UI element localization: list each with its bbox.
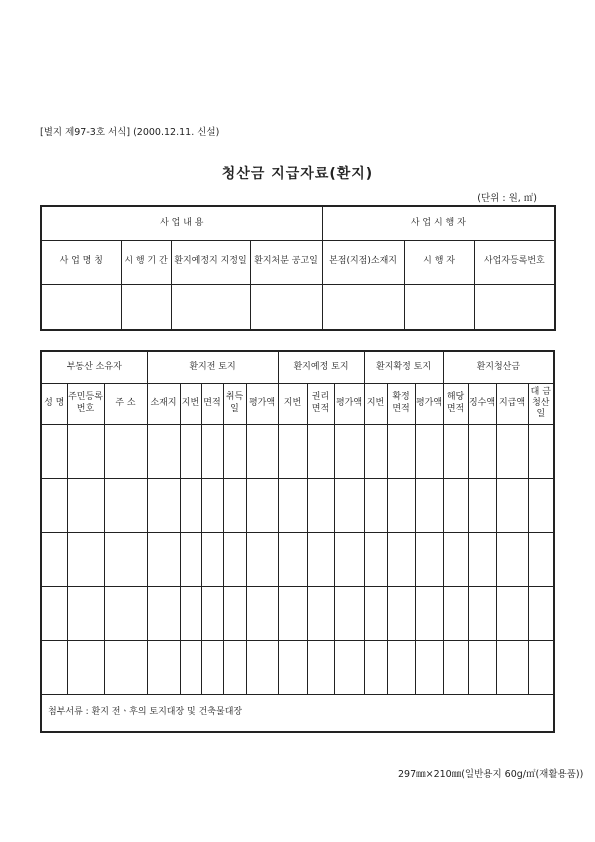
- input-cell[interactable]: [387, 478, 415, 532]
- col-address: 주 소: [104, 383, 147, 424]
- input-cell[interactable]: [201, 532, 223, 586]
- input-cell[interactable]: [468, 532, 496, 586]
- input-cell[interactable]: [443, 478, 468, 532]
- input-cell[interactable]: [171, 284, 250, 330]
- input-cell[interactable]: [307, 532, 334, 586]
- input-cell[interactable]: [334, 532, 364, 586]
- input-cell[interactable]: [278, 424, 307, 478]
- unit-note: (단위 : 원, ㎡): [477, 193, 537, 204]
- input-cell[interactable]: [474, 284, 555, 330]
- input-cell[interactable]: [121, 284, 171, 330]
- input-cell[interactable]: [468, 640, 496, 694]
- input-cell[interactable]: [147, 478, 180, 532]
- col-name: 성 명: [41, 383, 67, 424]
- input-cell[interactable]: [278, 532, 307, 586]
- input-cell[interactable]: [41, 586, 67, 640]
- input-cell[interactable]: [334, 586, 364, 640]
- input-cell[interactable]: [223, 586, 246, 640]
- input-cell[interactable]: [528, 532, 554, 586]
- col-executor: 시 행 자: [404, 240, 474, 284]
- input-cell[interactable]: [278, 640, 307, 694]
- input-cell[interactable]: [104, 532, 147, 586]
- col-period: 시 행 기 간: [121, 240, 171, 284]
- input-cell[interactable]: [334, 640, 364, 694]
- input-cell[interactable]: [223, 532, 246, 586]
- input-cell[interactable]: [415, 640, 443, 694]
- col-collection-amount: 징수액: [468, 383, 496, 424]
- input-cell[interactable]: [528, 640, 554, 694]
- input-cell[interactable]: [415, 424, 443, 478]
- input-cell[interactable]: [364, 640, 387, 694]
- input-cell[interactable]: [180, 424, 201, 478]
- input-cell[interactable]: [443, 640, 468, 694]
- input-cell[interactable]: [41, 478, 67, 532]
- input-cell[interactable]: [468, 478, 496, 532]
- paper-spec: 297㎜×210㎜(일반용지 60g/㎡(재활용품)): [398, 769, 584, 780]
- input-cell[interactable]: [246, 478, 278, 532]
- col-business-name: 사 업 명 칭: [41, 240, 121, 284]
- input-cell[interactable]: [223, 478, 246, 532]
- input-cell[interactable]: [180, 586, 201, 640]
- input-cell[interactable]: [41, 532, 67, 586]
- input-cell[interactable]: [307, 478, 334, 532]
- input-cell[interactable]: [443, 424, 468, 478]
- header-settlement: 환지청산금: [443, 351, 554, 383]
- col-office-location: 본점(지점)소재지: [322, 240, 404, 284]
- input-cell[interactable]: [364, 586, 387, 640]
- payment-data-table: [40, 350, 555, 733]
- attachment-note: 첨부서류 : 환지 전ㆍ후의 토지대장 및 건축물대장: [41, 694, 554, 732]
- input-cell[interactable]: [496, 424, 528, 478]
- input-cell[interactable]: [67, 586, 104, 640]
- input-cell[interactable]: [246, 640, 278, 694]
- input-cell[interactable]: [322, 284, 404, 330]
- table-row: [41, 586, 554, 640]
- col-location: 소재지: [147, 383, 180, 424]
- col-lot-number: 지번: [364, 383, 387, 424]
- input-cell[interactable]: [223, 640, 246, 694]
- input-cell[interactable]: [387, 532, 415, 586]
- input-cell[interactable]: [307, 586, 334, 640]
- col-payment-amount: 지급액: [496, 383, 528, 424]
- input-cell[interactable]: [41, 424, 67, 478]
- input-cell[interactable]: [104, 424, 147, 478]
- table-row: [41, 532, 554, 586]
- input-cell[interactable]: [528, 586, 554, 640]
- col-applicable-area: 해당 면적: [443, 383, 468, 424]
- form-reference: [별지 제97-3호 서식] (2000.12.11. 신설): [40, 127, 220, 138]
- input-cell[interactable]: [334, 478, 364, 532]
- col-lot-number: 지번: [278, 383, 307, 424]
- table-row: [41, 640, 554, 694]
- input-cell[interactable]: [201, 424, 223, 478]
- input-cell[interactable]: [147, 640, 180, 694]
- input-cell[interactable]: [278, 478, 307, 532]
- input-cell[interactable]: [307, 424, 334, 478]
- col-registration-number: 사업자등록번호: [474, 240, 555, 284]
- input-cell[interactable]: [250, 284, 322, 330]
- table-row: [41, 424, 554, 478]
- input-cell[interactable]: [415, 532, 443, 586]
- col-appraisal: 평가액: [334, 383, 364, 424]
- input-cell[interactable]: [387, 640, 415, 694]
- input-cell[interactable]: [41, 284, 121, 330]
- input-cell[interactable]: [528, 424, 554, 478]
- input-cell[interactable]: [180, 640, 201, 694]
- input-cell[interactable]: [180, 478, 201, 532]
- input-cell[interactable]: [468, 424, 496, 478]
- input-cell[interactable]: [41, 640, 67, 694]
- input-cell[interactable]: [147, 586, 180, 640]
- page-title: 청산금 지급자료(환지): [221, 166, 374, 182]
- input-cell[interactable]: [104, 640, 147, 694]
- input-cell[interactable]: [223, 424, 246, 478]
- input-cell[interactable]: [387, 586, 415, 640]
- input-cell[interactable]: [496, 640, 528, 694]
- input-cell[interactable]: [496, 532, 528, 586]
- input-cell[interactable]: [67, 478, 104, 532]
- col-announcement-date: 환지처분 공고일: [250, 240, 322, 284]
- input-cell[interactable]: [201, 586, 223, 640]
- input-cell[interactable]: [443, 586, 468, 640]
- input-cell[interactable]: [468, 586, 496, 640]
- col-lot-number: 지번: [180, 383, 201, 424]
- input-cell[interactable]: [67, 532, 104, 586]
- table-row: [41, 284, 555, 330]
- input-cell[interactable]: [147, 424, 180, 478]
- col-appraisal: 평가액: [415, 383, 443, 424]
- col-confirmed-area: 확정 면적: [387, 383, 415, 424]
- input-cell[interactable]: [201, 478, 223, 532]
- col-designation-date: 환지예정지 지정일: [171, 240, 250, 284]
- business-info-table: [40, 205, 556, 331]
- input-cell[interactable]: [443, 532, 468, 586]
- input-cell[interactable]: [246, 586, 278, 640]
- input-cell[interactable]: [364, 478, 387, 532]
- input-cell[interactable]: [528, 478, 554, 532]
- col-resident-number: 주민등록 번호: [67, 383, 104, 424]
- col-right-area: 권리 면적: [307, 383, 334, 424]
- header-land-before: 환지전 토지: [147, 351, 278, 383]
- input-cell[interactable]: [387, 424, 415, 478]
- col-appraisal: 평가액: [246, 383, 278, 424]
- header-business-content: 사 업 내 용: [41, 206, 322, 240]
- input-cell[interactable]: [67, 424, 104, 478]
- input-cell[interactable]: [246, 532, 278, 586]
- header-land-confirmed: 환지확정 토지: [364, 351, 443, 383]
- col-settlement-date: 대 금 청산일: [528, 383, 554, 424]
- input-cell[interactable]: [147, 532, 180, 586]
- input-cell[interactable]: [415, 586, 443, 640]
- col-area: 면적: [201, 383, 223, 424]
- input-cell[interactable]: [104, 478, 147, 532]
- input-cell[interactable]: [496, 586, 528, 640]
- input-cell[interactable]: [246, 424, 278, 478]
- header-owner: 부동산 소유자: [41, 351, 147, 383]
- input-cell[interactable]: [104, 586, 147, 640]
- input-cell[interactable]: [364, 532, 387, 586]
- input-cell[interactable]: [307, 640, 334, 694]
- header-land-planned: 환지예정 토지: [278, 351, 364, 383]
- input-cell[interactable]: [404, 284, 474, 330]
- input-cell[interactable]: [334, 424, 364, 478]
- input-cell[interactable]: [278, 586, 307, 640]
- col-acquisition-date: 취득 일: [223, 383, 246, 424]
- input-cell[interactable]: [201, 640, 223, 694]
- input-cell[interactable]: [67, 640, 104, 694]
- input-cell[interactable]: [180, 532, 201, 586]
- header-business-executor: 사 업 시 행 자: [322, 206, 555, 240]
- input-cell[interactable]: [364, 424, 387, 478]
- input-cell[interactable]: [496, 478, 528, 532]
- table-row: [41, 478, 554, 532]
- input-cell[interactable]: [415, 478, 443, 532]
